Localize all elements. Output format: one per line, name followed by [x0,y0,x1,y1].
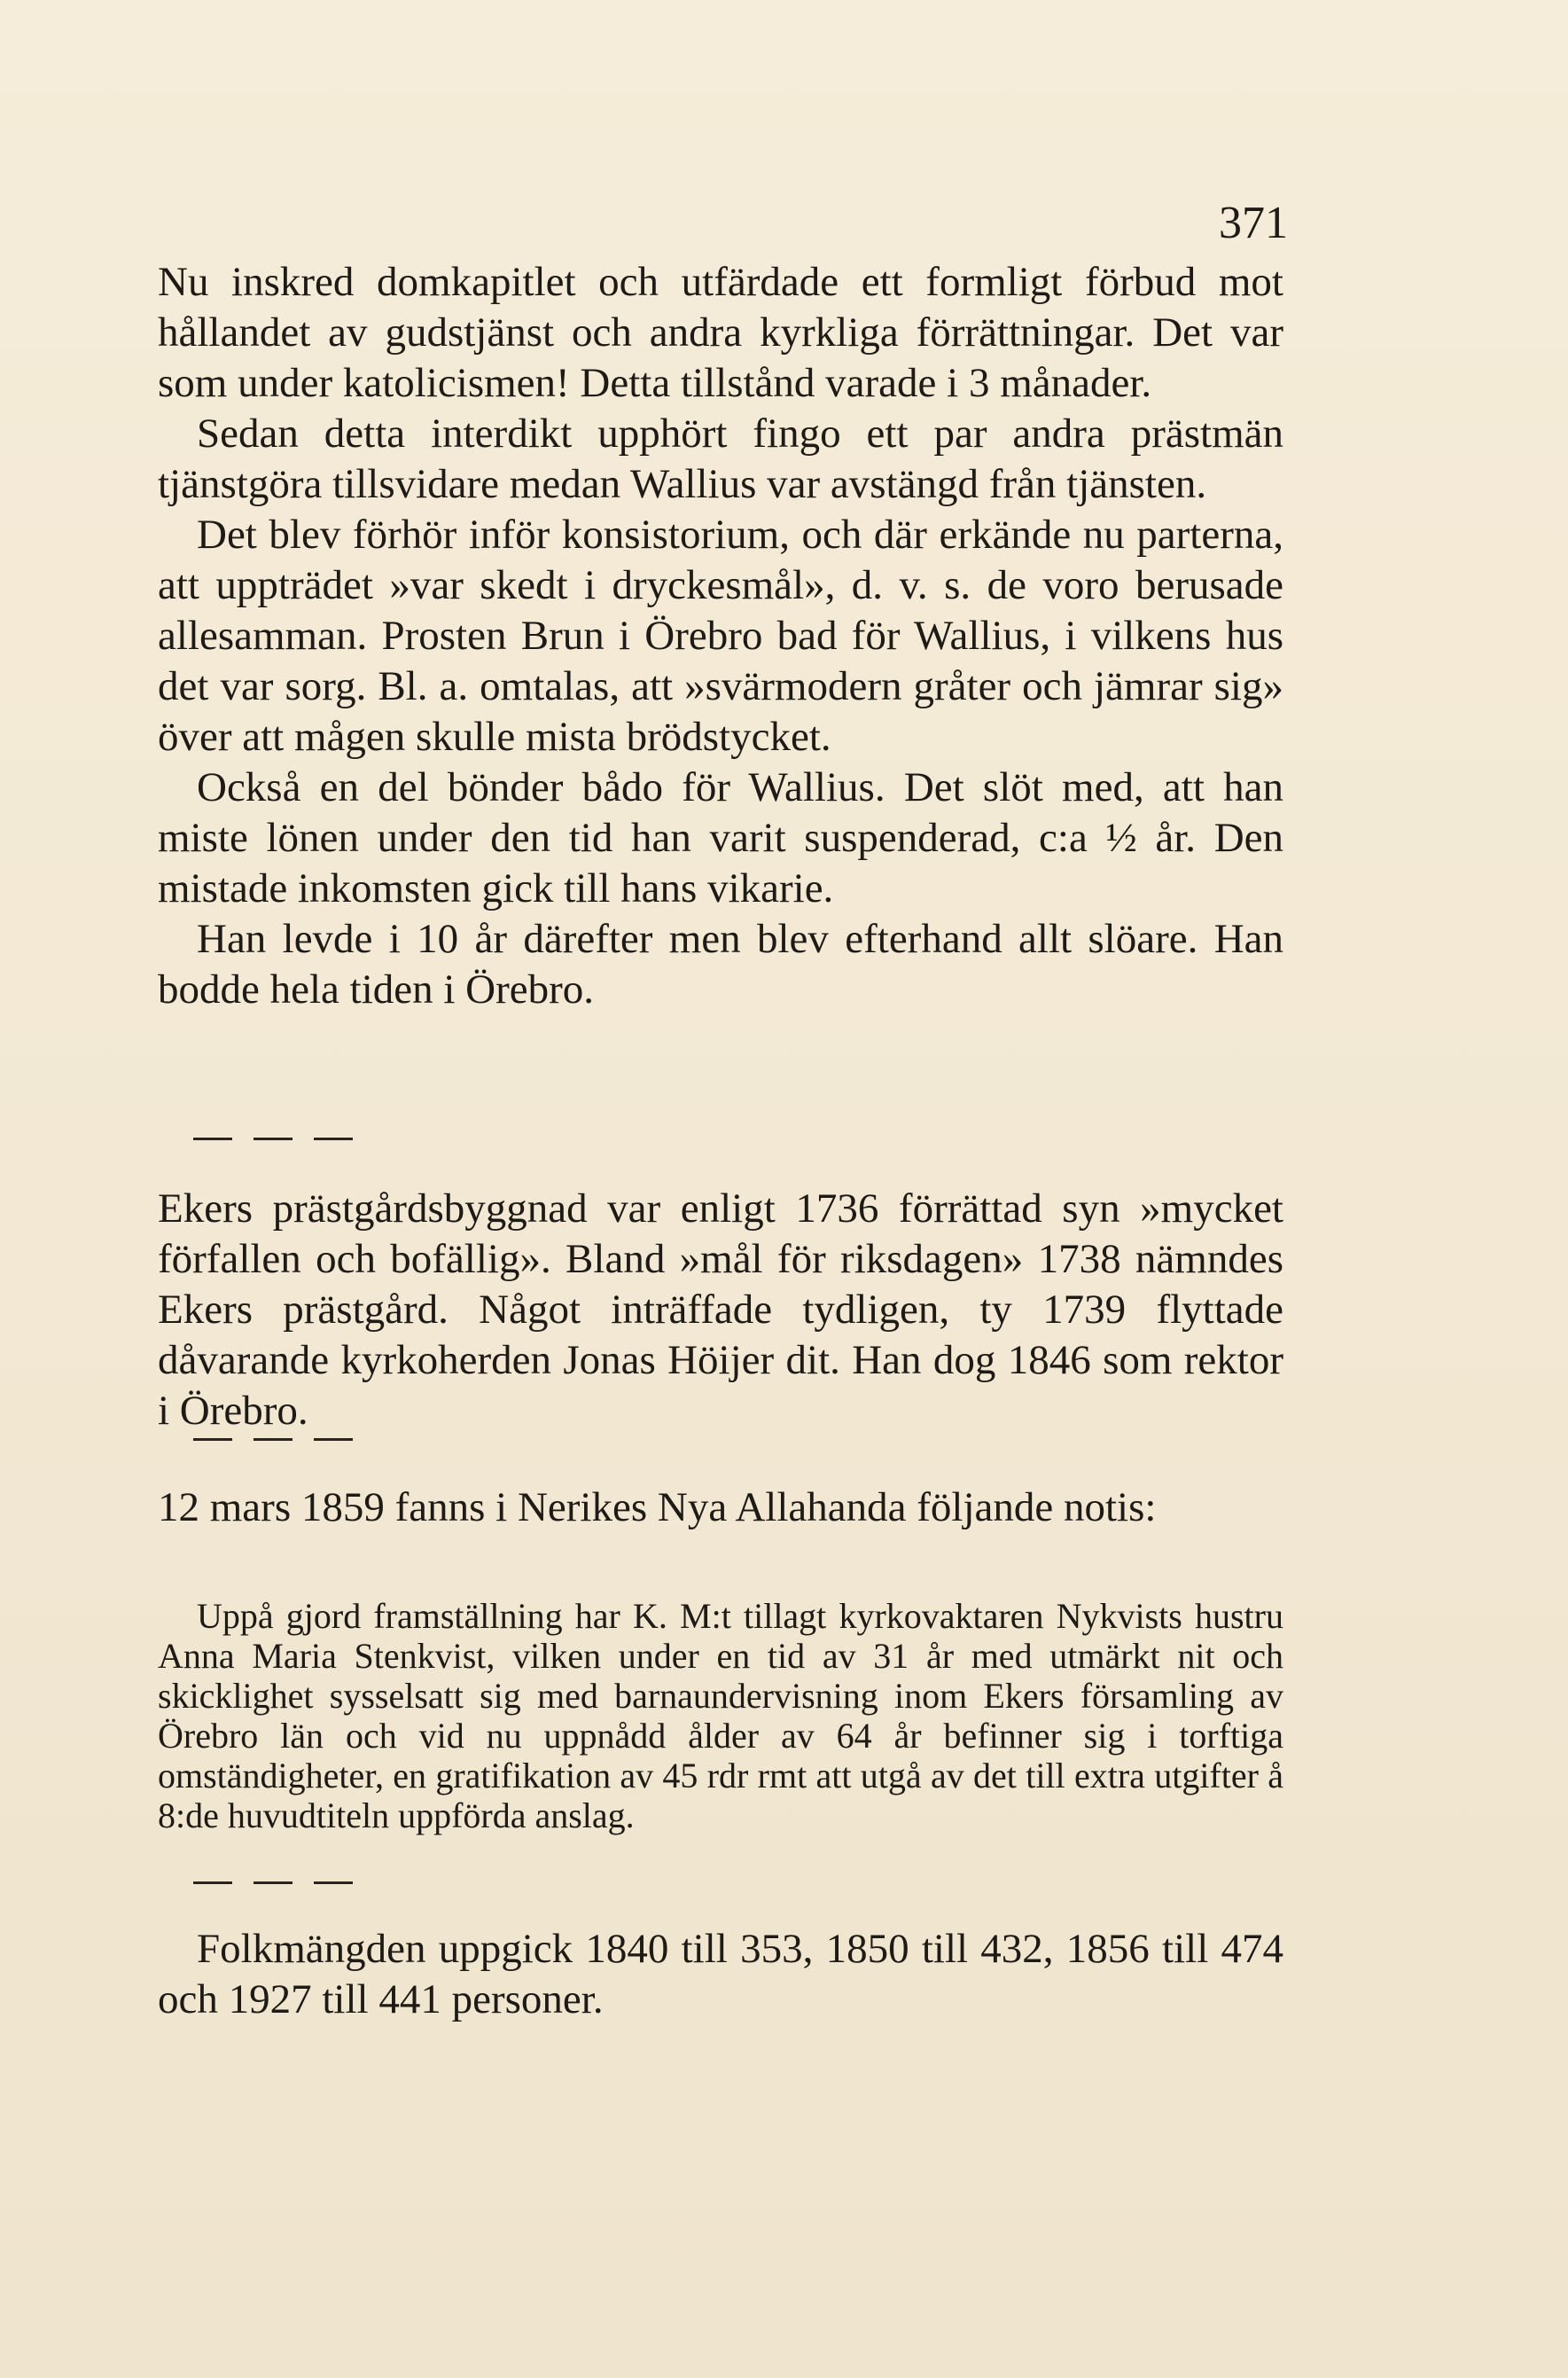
dash [314,1438,353,1441]
paragraph-hearing: Det blev förhör inför konsistorium, och där erkände nu parterna, att uppträdet »var skedt i dryckesmål», d. v. s. de voro berusade allesamman. Prosten Brun i Örebro bad för Wallius, i vilkens hus det var sorg. Bl. a. omtalas, att »svärmodern gråter och jämrar sig» över att mågen skulle mista brödstycket. [158,512,1283,760]
notice-text: Uppå gjord framställning har K. M:t tillagt kyrkovaktaren Nykvists hustru Anna Maria Stenkvist, vilken under en tid av 31 år med utmärkt nit och skicklighet sysselsatt sig med barnaundervisning inom Ekers församling av Örebro län och vid nu uppnådd ålder av 64 år befinner sig i torftiga omständigheter, en gratifikation av 45 rdr rmt att utgå av det till extra utgifter å 8:de huvudtiteln uppförda anslag. [158,1596,1283,1835]
page-number: 371 [1219,198,1288,248]
paragraph-notis-intro: 12 mars 1859 fanns i Nerikes Nya Allahanda följande notis: [158,1484,1157,1530]
section-divider [193,1138,353,1140]
top-text-block [158,257,1283,1015]
population-text-block [158,1924,1283,2025]
dash [254,1138,293,1140]
paragraph-ekers: Ekers prästgårdsbyggnad var enligt 1736 förrättad syn »mycket förfallen och bofällig». Bland »mål för riksdagen» 1738 nämndes Ekers prästgård. Något inträffade tydligen, ty 1739 flyttade dåvarande kyrkoherden Jonas Höijer dit. Han dog 1846 som rektor i Örebro. [158,1185,1283,1434]
section-divider [193,1881,353,1884]
section-divider [193,1438,353,1441]
paragraph-farmers: Också en del bönder bådo för Wallius. Det slöt med, att han miste lönen under den tid han varit suspenderad, c:a ½ år. Den mistade inkomsten gick till hans vikarie. [158,764,1283,911]
paragraph-priests: Sedan detta interdikt upphört fingo ett par andra prästmän tjänstgöra tillsvidare medan Wallius var avstängd från tjänsten. [158,411,1283,507]
dash [314,1138,353,1140]
dash [254,1881,293,1884]
dash [314,1881,353,1884]
ekers-text-block [158,1184,1283,1436]
paragraph-population: Folkmängden uppgick 1840 till 353, 1850 till 432, 1856 till 474 och 1927 till 441 personer. [158,1926,1283,2022]
dash [193,1438,232,1441]
paragraph-later-life: Han levde i 10 år därefter men blev efterhand allt slöare. Han bodde hela tiden i Örebro. [158,916,1283,1013]
newspaper-notice [158,1596,1283,1835]
dash [193,1138,232,1140]
paragraph-interdict: Nu inskred domkapitlet och utfärdade ett formligt förbud mot hållandet av gudstjänst och andra kyrkliga förrättningar. Det var som under katolicismen! Detta tillstånd varade i 3 månader. [158,259,1283,406]
dash [193,1881,232,1884]
notis-intro-block [158,1482,1283,1533]
dash [254,1438,293,1441]
